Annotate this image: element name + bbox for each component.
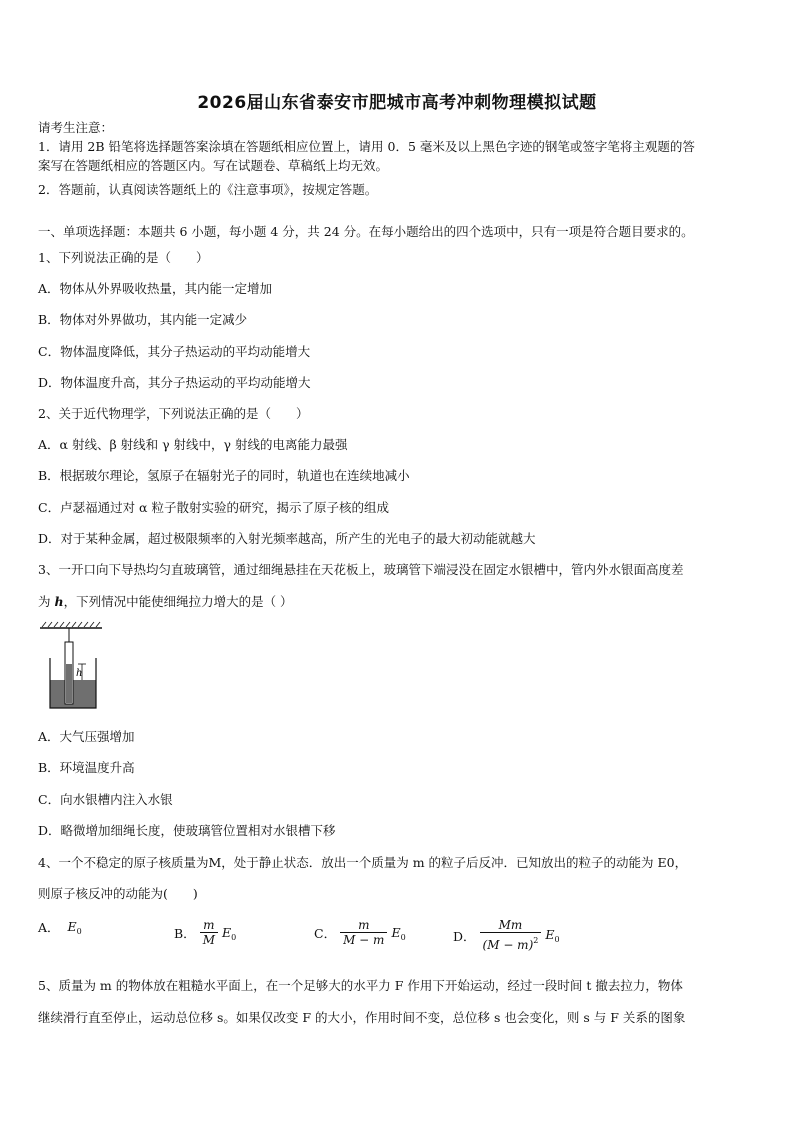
question-5-stem-line-2: 继续滑行直至停止，运动总位移 s。如果仅改变 F 的大小，作用时间不变，总位移 s 也会变化，则 s 与 F 关系的图象 xyxy=(38,1010,686,1025)
question-4-option-c: C． $\frac{m}{M - m}$ $E_0$ xyxy=(314,918,406,947)
question-3-stem-prefix: 为 xyxy=(38,594,55,609)
question-2-option-a: A．α 射线、β 射线和 γ 射线中，γ 射线的电离能力最强 xyxy=(38,437,348,452)
option-d-fraction: $\frac{Mm}{(M - m)^2}$ xyxy=(480,918,542,953)
question-1-stem: 1、下列说法正确的是（ ） xyxy=(38,250,209,265)
question-3-stem-suffix: ，下列情况中能使细绳拉力增大的是（ ） xyxy=(63,594,293,609)
ceiling-hatch xyxy=(42,622,100,627)
question-1-option-b: B．物体对外界做功，其内能一定减少 xyxy=(38,312,248,327)
question-3-option-c: C．向水银槽内注入水银 xyxy=(38,792,173,807)
exam-title: 2026届山东省泰安市肥城市高考冲刺物理模拟试题 xyxy=(197,93,597,113)
mercury-tube-svg xyxy=(38,620,104,712)
question-3-option-d: D．略微增加细绳长度，使玻璃管位置相对水银槽下移 xyxy=(38,823,336,838)
question-2-stem: 2、关于近代物理学，下列说法正确的是（ ） xyxy=(38,406,309,421)
option-c-fraction: $\frac{m}{M - m}$ xyxy=(340,918,387,948)
option-b-fraction: $\frac{m}{M}$ xyxy=(200,918,218,948)
question-5-stem-line-1: 5、质量为 m 的物体放在粗糙水平面上，在一个足够大的水平力 F 作用下开始运动，经过一段时间 t 撤去拉力，物体 xyxy=(38,978,683,993)
question-4-option-b: B． $\frac{m}{M}$ $E_0$ xyxy=(174,918,237,947)
notice-item-2: 2．答题前，认真阅读答题纸上的《注意事项》，按规定答题。 xyxy=(38,182,378,197)
question-1-option-c: C．物体温度降低，其分子热运动的平均动能增大 xyxy=(38,344,311,359)
question-2-option-d: D．对于某种金属，超过极限频率的入射光频率越高，所产生的光电子的最大初动能就越大 xyxy=(38,531,536,546)
question-3-option-b: B．环境温度升高 xyxy=(38,760,135,775)
question-3-stem-line-1: 3、一开口向下导热均匀直玻璃管，通过细绳悬挂在天花板上，玻璃管下端浸没在固定水银槽中，管内外水银面高度差 xyxy=(38,562,684,577)
question-3-stem-line-2 xyxy=(38,594,293,610)
question-2-option-c: C．卢瑟福通过对 α 粒子散射实验的研究，揭示了原子核的组成 xyxy=(38,500,389,515)
question-4-stem-line-2: 则原子核反冲的动能为( ) xyxy=(38,886,198,901)
question-1-option-d: D．物体温度升高，其分子热运动的平均动能增大 xyxy=(38,375,311,390)
question-3-option-a: A．大气压强增加 xyxy=(38,729,135,744)
mercury-tube-diagram xyxy=(38,620,104,712)
question-2-option-b: B．根据玻尔理论，氢原子在辐射光子的同时，轨道也在连续地减小 xyxy=(38,468,410,483)
question-4-option-d: D． $\frac{Mm}{(M - m)^2}$ $E_0$ xyxy=(453,918,560,952)
height-label: h xyxy=(76,668,83,679)
question-4-stem-line-1: 4、一个不稳定的原子核质量为M，处于静止状态．放出一个质量为 m 的粒子后反冲．已知放出的粒子的动能为 E0， xyxy=(38,855,688,870)
question-1-option-a: A．物体从外界吸收热量，其内能一定增加 xyxy=(38,281,273,296)
section-heading-single-choice: 一、单项选择题：本题共 6 小题，每小题 4 分，共 24 分。在每小题给出的四个选项中，只有一项是符合题目要求的。 xyxy=(38,224,694,239)
notice-item-1-line-2: 案写在答题纸相应的答题区内。写在试题卷、草稿纸上均无效。 xyxy=(38,158,389,173)
question-3-variable-h: h xyxy=(54,594,64,609)
notice-heading: 请考生注意： xyxy=(38,120,114,135)
question-4-option-a: A． $E_0$ xyxy=(38,918,82,936)
tube-mercury-column xyxy=(66,664,72,703)
notice-item-1-line-1: 1．请用 2B 铅笔将选择题答案涂填在答题纸相应位置上，请用 0．5 毫米及以上黑色字迹的钢笔或签字笔将主观题的答 xyxy=(38,139,695,154)
option-a-energy: $E_0$ xyxy=(67,918,82,936)
